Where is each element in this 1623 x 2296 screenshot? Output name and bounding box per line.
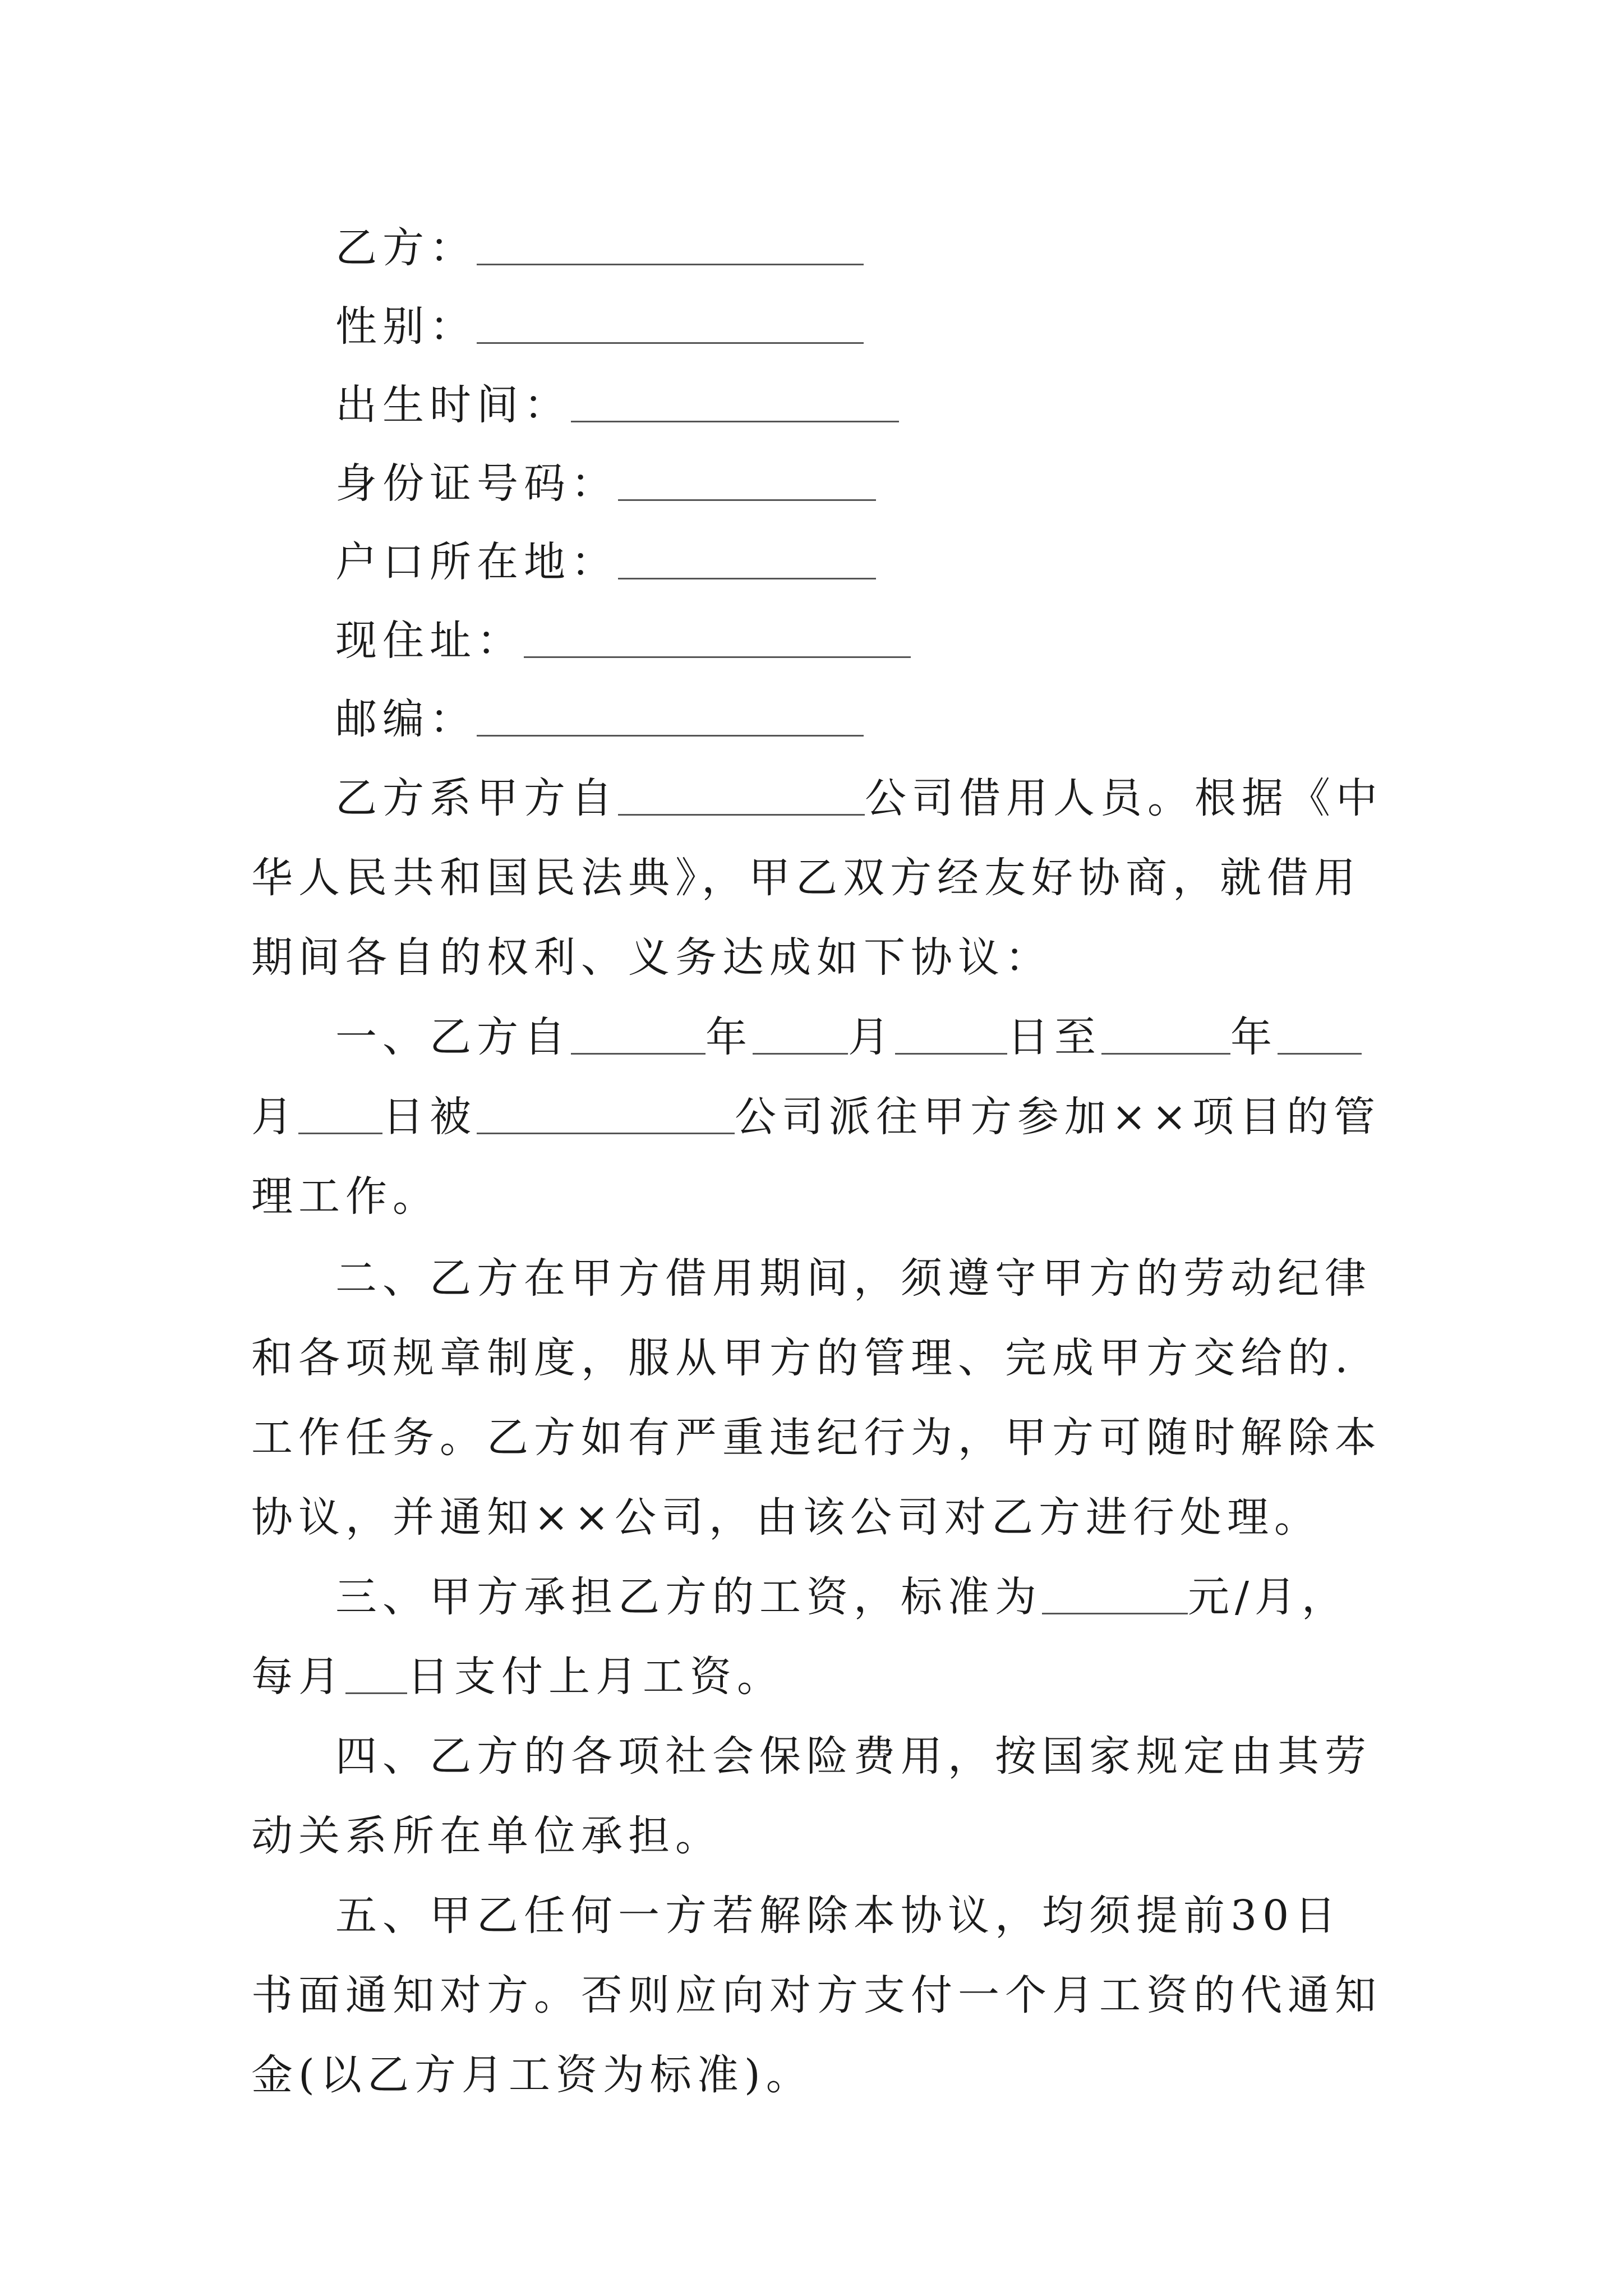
blank-line: [1278, 1011, 1362, 1055]
clause-text: 三、甲方承担乙方的工资，标准为: [335, 1573, 1042, 1621]
clause-text: 月: [251, 1093, 298, 1141]
blank-line: [524, 615, 911, 658]
clause-5: 五、甲乙任何一方若解除本协议，均须提前30日书面通知对方。否则应向对方支付一个月工资的代通知金(以乙方月工资为标准)。: [251, 1892, 1382, 2099]
blank-line: [477, 1091, 735, 1134]
intro-text: 乙方系甲方自: [335, 774, 618, 822]
field-label: 身份证号码：: [335, 459, 618, 508]
blank-line: [345, 1651, 407, 1694]
clause-1: [251, 997, 1384, 1236]
clause-text: 日至: [1007, 1013, 1101, 1061]
blank-line: [1101, 1011, 1230, 1055]
blank-line: [895, 1011, 1007, 1055]
clause-text: 元/月，每月: [251, 1573, 1349, 1701]
agreement-body: [251, 209, 1384, 2115]
clause-3: [251, 1557, 1384, 1717]
blank-line: [1042, 1571, 1188, 1614]
field-party-b: [251, 209, 1384, 287]
field-current-address: [251, 601, 1384, 680]
field-postal-code: [251, 680, 1384, 758]
clause-2: 二、乙方在甲方借用期间，须遵守甲方的劳动纪律和各项规章制度，服从甲方的管理、完成甲方交给的.工作任务。乙方如有严重违纪行为，甲方可随时解除本协议，并通知××公司，由该公司对乙方进行处理。: [251, 1254, 1382, 1542]
blank-line: [618, 536, 876, 579]
blank-line: [477, 301, 864, 344]
field-birth-date: [251, 366, 1384, 444]
blank-line: [571, 379, 899, 422]
field-id-number: [251, 444, 1384, 523]
intro-text: 公司借用人员。根据《中华人民共和国民法典》，甲乙双方经友好协商，就借用期间各自的权利、义务达成如下协议：: [251, 774, 1383, 982]
field-gender: [251, 287, 1384, 366]
clause-text: 年: [1230, 1013, 1278, 1061]
blank-line: [571, 1011, 706, 1055]
field-label: 现住址：: [335, 616, 524, 665]
blank-line: [618, 772, 865, 816]
field-label: 户口所在地：: [335, 538, 618, 586]
clause-text: 月: [848, 1013, 895, 1061]
blank-line: [753, 1011, 848, 1055]
blank-line: [618, 458, 876, 501]
clause-text: 日支付上月工资。: [407, 1653, 784, 1701]
field-household-registration: [251, 523, 1384, 601]
intro-paragraph: [251, 758, 1384, 997]
clause-text: 一、乙方自: [335, 1013, 571, 1061]
clause-text: 年: [706, 1013, 753, 1061]
clause-text: 日被: [382, 1093, 477, 1141]
clause-4: 四、乙方的各项社会保险费用，按国家规定由其劳动关系所在单位承担。: [251, 1732, 1372, 1860]
field-label: 出生时间：: [335, 381, 571, 429]
blank-line: [298, 1091, 382, 1134]
clause-text: 公司派往甲方参加××项目的管理工作。: [251, 1093, 1381, 1221]
field-label: 乙方：: [335, 224, 477, 272]
field-label: 邮编：: [335, 695, 477, 743]
blank-line: [477, 693, 864, 737]
field-label: 性别：: [335, 302, 477, 351]
blank-line: [477, 222, 864, 265]
